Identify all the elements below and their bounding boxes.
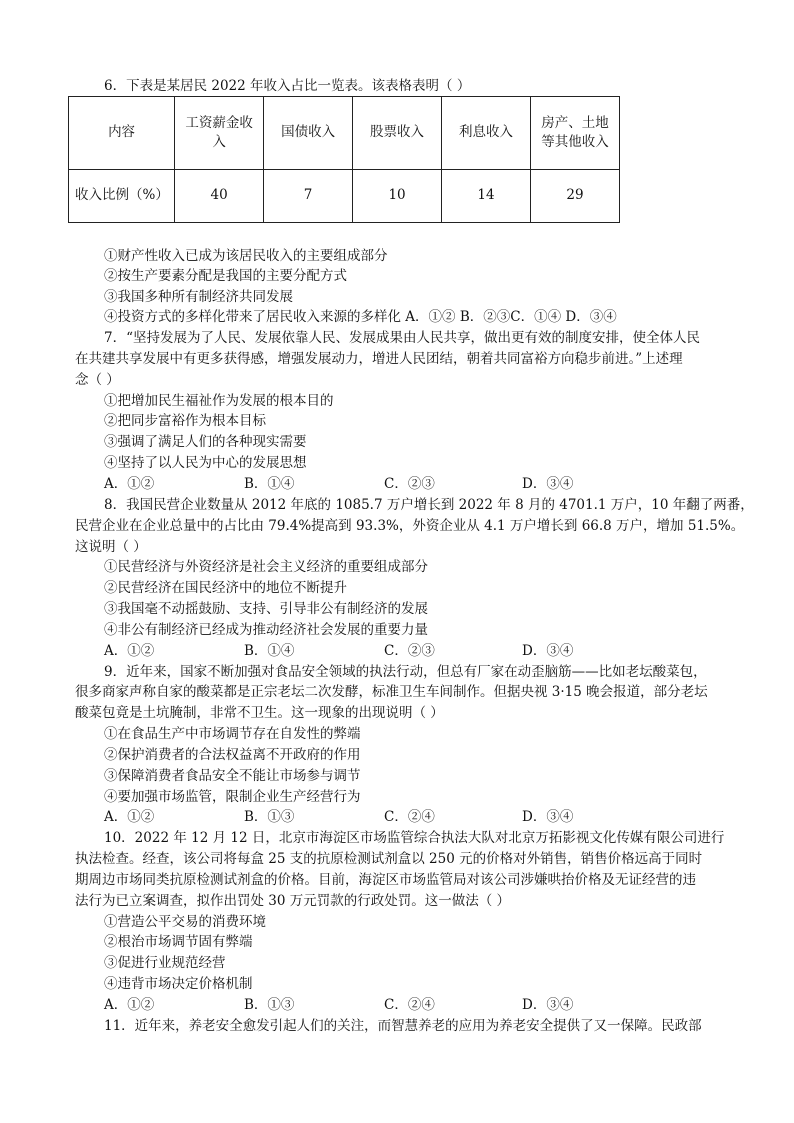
option-d[interactable]: D．③④ <box>522 643 574 659</box>
q9-item: ①在食品生产中市场调节存在自发性的弊端 <box>104 726 361 742</box>
q7-options <box>104 474 573 494</box>
option-d[interactable]: D．③④ <box>522 809 574 825</box>
table-header-cell: 内容 <box>69 97 175 170</box>
q7-stem-line: 念（ ） <box>75 372 120 388</box>
table-header-cell: 国债收入 <box>264 97 353 170</box>
q10-options <box>104 995 573 1015</box>
q6-item: ①财产性收入已成为该居民收入的主要组成部分 <box>104 248 388 264</box>
q6-item: ②按生产要素分配是我国的主要分配方式 <box>104 268 347 284</box>
option-c[interactable]: C．②③ <box>384 476 435 492</box>
option-b[interactable]: B．①③ <box>244 809 295 825</box>
q6-item: ③我国多种所有制经济共同发展 <box>104 289 293 305</box>
q8-stem-line: 民营企业在企业总量中的占比由 79.4%提高到 93.3%，外资企业从 4.1 万户增长到 66.8 万户，增加 51.5%。 <box>75 518 745 534</box>
q9-stem-line: 很多商家声称自家的酸菜都是正宗老坛二次发酵，标准卫生车间制作。但据央视 3·15 晚会报道，部分老坛 <box>75 684 708 700</box>
table-row-label: 收入比例（%） <box>69 169 175 222</box>
q8-options <box>104 641 573 661</box>
table-cell: 40 <box>175 169 264 222</box>
q10-stem-line: 法行为已立案调查，拟作出罚处 30 万元罚款的行政处罚。这一做法（ ） <box>75 893 511 909</box>
table-cell: 7 <box>264 169 353 222</box>
q10-stem-line: 期周边市场同类抗原检测试剂盒的价格。目前，海淀区市场监管局对该公司涉嫌哄抬价格及无证经营的违 <box>75 872 696 888</box>
table-header-cell: 工资薪金收入 <box>175 97 264 170</box>
table-cell: 14 <box>442 169 531 222</box>
option-d[interactable]: D．③④ <box>522 997 574 1013</box>
table-cell: 10 <box>353 169 442 222</box>
q10-item: ②根治市场调节固有弊端 <box>104 934 253 950</box>
q6-stem: 6．下表是某居民 2022 年收入占比一览表。该表格表明（ ） <box>104 78 471 94</box>
option-d[interactable]: D．③④ <box>522 476 574 492</box>
q9-item: ④要加强市场监管，限制企业生产经营行为 <box>104 789 361 805</box>
q11-stem-line: 11．近年来，养老安全愈发引起人们的关注，而智慧养老的应用为养老安全提供了又一保障。民政部 <box>104 1018 702 1034</box>
option-b[interactable]: B．①④ <box>244 643 295 659</box>
q8-item: ④非公有制经济已经成为推动经济社会发展的重要力量 <box>104 622 428 638</box>
q7-item: ③强调了满足人们的各种现实需要 <box>104 434 307 450</box>
q7-item: ②把同步富裕作为根本目标 <box>104 413 266 429</box>
q6-item: ④投资方式的多样化带来了居民收入来源的多样化 A．①② B．②③C．①④ D．③④ <box>104 309 617 325</box>
q8-item: ③我国毫不动摇鼓励、支持、引导非公有制经济的发展 <box>104 601 428 617</box>
q8-item: ②民营经济在国民经济中的地位不断提升 <box>104 580 347 596</box>
table-header-cell: 房产、土地等其他收入 <box>531 97 620 170</box>
q8-item: ①民营经济与外资经济是社会主义经济的重要组成部分 <box>104 559 428 575</box>
q8-stem-line: 8．我国民营企业数量从 2012 年底的 1085.7 万户增长到 2022 年 8 月的 4701.1 万户，10 年翻了两番， <box>104 497 754 513</box>
q7-item: ①把增加民生福祉作为发展的根本目的 <box>104 393 334 409</box>
q9-item: ②保护消费者的合法权益离不开政府的作用 <box>104 747 361 763</box>
option-c[interactable]: C．②④ <box>384 997 435 1013</box>
q7-stem-line: 7．“坚持发展为了人民、发展依靠人民、发展成果由人民共享，做出更有效的制度安排，使全体人民 <box>104 330 700 346</box>
q8-stem-line: 这说明（ ） <box>75 539 147 555</box>
option-c[interactable]: C．②④ <box>384 809 435 825</box>
table-header-cell: 股票收入 <box>353 97 442 170</box>
option-b[interactable]: B．①③ <box>244 997 295 1013</box>
option-a[interactable]: A．①② <box>104 643 155 659</box>
option-a[interactable]: A．①② <box>104 997 155 1013</box>
q9-stem-line: 酸菜包竟是土坑腌制，非常不卫生。这一现象的出现说明（ ） <box>75 705 444 721</box>
q10-item: ①营造公平交易的消费环境 <box>104 914 266 930</box>
q7-stem-line: 在共建共享发展中有更多获得感，增强发展动力，增进人民团结，朝着共同富裕方向稳步前进。”上述理 <box>75 351 683 367</box>
table-cell: 29 <box>531 169 620 222</box>
option-c[interactable]: C．②③ <box>384 643 435 659</box>
q10-item: ③促进行业规范经营 <box>104 955 226 971</box>
option-a[interactable]: A．①② <box>104 809 155 825</box>
q7-item: ④坚持了以人民为中心的发展思想 <box>104 455 307 471</box>
q10-item: ④违背市场决定价格机制 <box>104 976 253 992</box>
table-header-cell: 利息收入 <box>442 97 531 170</box>
q10-stem-line: 执法检查。经查，该公司将每盒 25 支的抗原检测试剂盒以 250 元的价格对外销售，销售价格远高于同时 <box>75 851 703 867</box>
q9-item: ③保障消费者食品安全不能让市场参与调节 <box>104 768 361 784</box>
option-a[interactable]: A．①② <box>104 476 155 492</box>
q10-stem-line: 10．2022 年 12 月 12 日，北京市海淀区市场监管综合执法大队对北京万拓影视文化传媒有限公司进行 <box>104 830 725 846</box>
q9-options <box>104 807 573 827</box>
q9-stem-line: 9．近年来，国家不断加强对食品安全领域的执法行动，但总有厂家在动歪脑筋——比如老坛酸菜包， <box>104 664 707 680</box>
option-b[interactable]: B．①④ <box>244 476 295 492</box>
income-table <box>68 96 620 223</box>
